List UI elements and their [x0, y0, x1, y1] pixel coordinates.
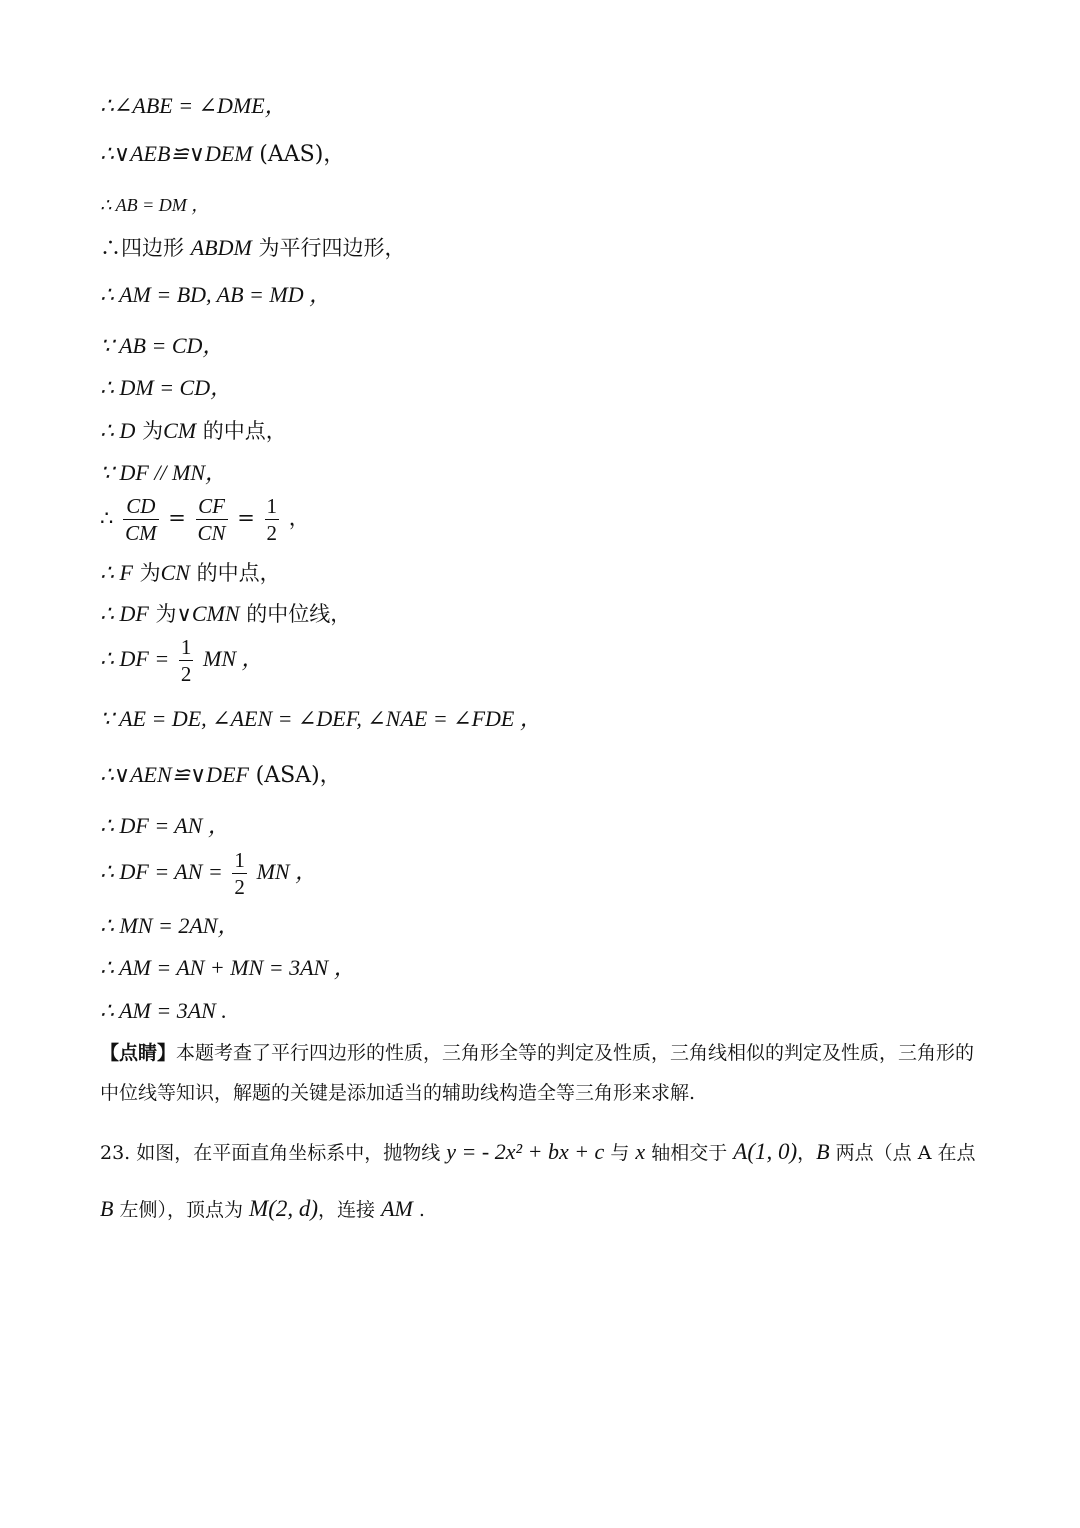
- proof-line: ∵ AE = DE, ∠AEN = ∠DEF, ∠NAE = ∠FDE ，: [100, 706, 542, 731]
- proof-line-fraction: ∴ $\frac{CD}{CM}$ = $\frac{CF}{CN}$ = $\frac{1}{2}$ ，: [100, 494, 310, 545]
- proof-line-fraction: ∴ DF = $\frac{1}{2}$ MN ，: [100, 635, 264, 686]
- proof-line: ∴ AM = BD, AB = MD ，: [100, 282, 332, 307]
- fraction: $\frac{CF}{CN}$: [197, 494, 226, 545]
- proof-line: ∴ DM = CD，: [100, 375, 233, 400]
- proof-line: ∴∨AEB≌∨DEM (AAS)，: [100, 141, 346, 167]
- proof-line: ∴∨AEN≌∨DEF (ASA)，: [100, 762, 342, 788]
- proof-line: ∴ AM = 3AN .: [100, 998, 227, 1023]
- fraction: $\frac{CD}{CM}$: [125, 494, 157, 545]
- proof-line: ∵ DF // MN，: [100, 460, 228, 485]
- fraction: $\frac{1}{2}$: [180, 635, 192, 686]
- proof-line: ∴ DF 为∨CMN 的中位线，: [100, 601, 352, 626]
- problem-23: 23. 如图，在平面直角坐标系中，抛物线 y = - 2x² + bx + c 与 x 轴相交于 A(1, 0)，B 两点（点 A 在点 B 左侧），顶点为 M(2, d)，连接 AM .: [100, 1139, 976, 1221]
- proof-line: ∴ DF = AN ，: [100, 813, 230, 838]
- proof-line: ∴ AM = AN + MN = 3AN ，: [100, 955, 356, 980]
- proof-line: ∴ MN = 2AN，: [100, 913, 240, 938]
- comment-tag: 【点睛】: [100, 1042, 177, 1064]
- comment-text: 本题考查了平行四边形的性质，三角形全等的判定及性质，三角线相似的判定及性质，三角形的中位线等知识，解题的关键是添加适当的辅助线构造全等三角形来求解.: [100, 1042, 975, 1104]
- fraction: $\frac{1}{2}$: [266, 494, 278, 545]
- proof-line: ∴四边形 ABDM 为平行四边形，: [100, 235, 406, 260]
- fraction: $\frac{1}{2}$: [234, 848, 245, 899]
- proof-line: ∴ AB = DM ，: [100, 195, 210, 215]
- proof-line: ∴ F 为CN 的中点，: [100, 560, 281, 585]
- proof-line: ∵ AB = CD，: [100, 333, 225, 358]
- proof-line-fraction: ∴ DF = AN = $\frac{1}{2}$ MN ，: [100, 848, 318, 899]
- comment-paragraph: [100, 1033, 980, 1113]
- proof-line: ∴∠ABE = ∠DME，: [100, 93, 287, 118]
- proof-line: ∴ D 为CM 的中点，: [100, 418, 287, 443]
